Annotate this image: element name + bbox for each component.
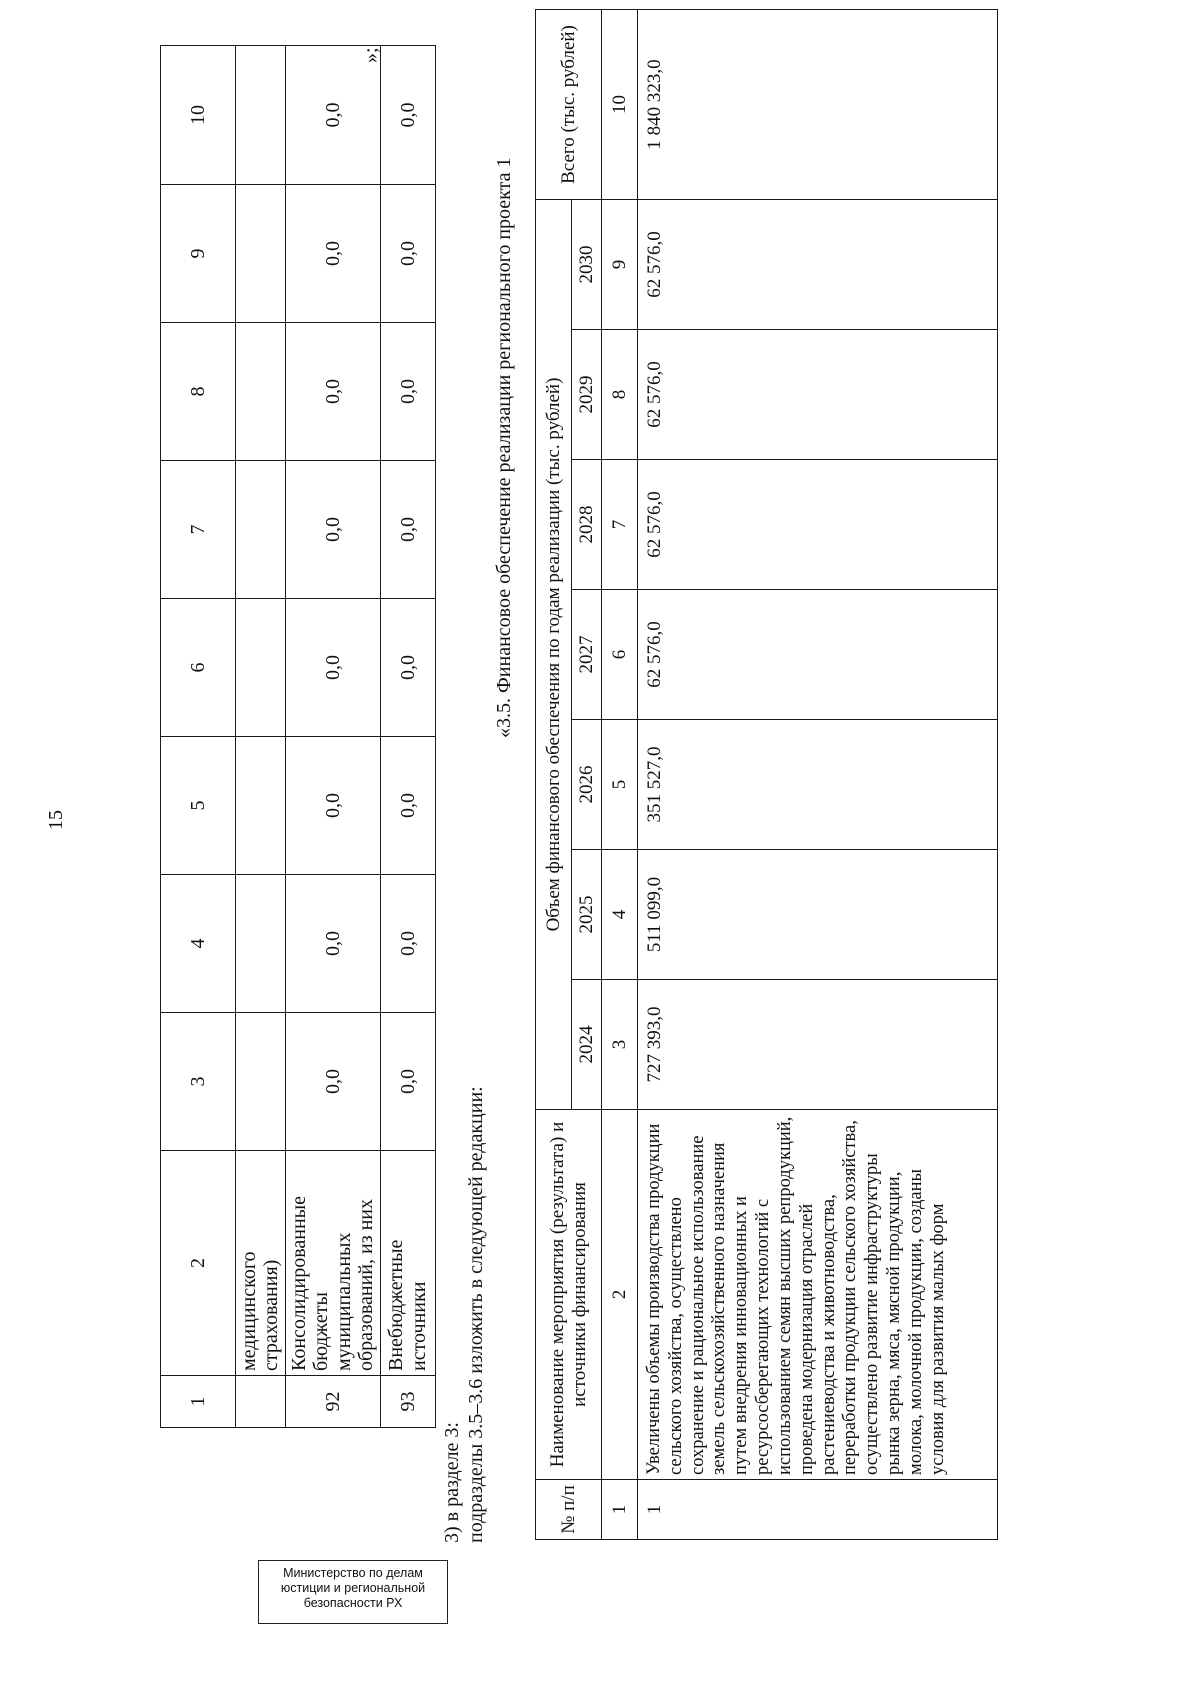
table1-col-number: 4 <box>161 875 236 1013</box>
value-cell: 351 527,0 <box>638 720 998 850</box>
table-row <box>285 46 380 1428</box>
row-name: медицинского страхования) <box>236 1151 286 1376</box>
table1-col-number: 1 <box>161 1376 236 1428</box>
table2-column-numbers-row <box>602 10 638 1540</box>
subsection-title: «3.5. Финансовое обеспечение реализации регионального проекта 1 <box>493 157 515 738</box>
year-header: 2029 <box>572 330 602 460</box>
table1-col-number: 2 <box>161 1151 236 1376</box>
amendment-line-1: 3) в разделе 3: <box>441 1422 463 1543</box>
year-header: 2028 <box>572 460 602 590</box>
year-header: 2030 <box>572 200 602 330</box>
year-header: 2027 <box>572 590 602 720</box>
table1-col-number: 5 <box>161 737 236 875</box>
row-name: Внебюджетные источники <box>380 1151 435 1376</box>
value-cell: 0,0 <box>380 875 435 1013</box>
value-cell: 0,0 <box>285 461 380 599</box>
value-cell: 0,0 <box>380 737 435 875</box>
amendment-text <box>440 343 488 1543</box>
value-cell: 0,0 <box>380 1013 435 1151</box>
value-cell: 0,0 <box>285 599 380 737</box>
table-row <box>236 46 286 1428</box>
total-cell: 1 840 323,0 <box>638 10 998 200</box>
column-number: 10 <box>602 10 638 200</box>
budget-sources-table <box>160 45 436 1428</box>
row-number: 92 <box>285 1376 380 1428</box>
year-header: 2024 <box>572 980 602 1110</box>
value-cell: 727 393,0 <box>638 980 998 1110</box>
table1-col-number: 8 <box>161 323 236 461</box>
value-cell: 62 576,0 <box>638 460 998 590</box>
value-cell: 0,0 <box>380 46 435 185</box>
activity-description: Увеличены объемы производства продукции сельского хозяйства, осуществлено сохранение и рациональное использование земель сельскохозяйственного назначения путем внедрения инновационных и ресурсосберегающих технологий с использованием семян высших репродукций, проведена модернизация отраслей растениеводства и животноводства, переработки продукции сельского хозяйства, осуществлено развитие инфраструктуры рынка зерна, мяса, мясной продукции, молока, молочной продукции, созданы условия для развития малых форм <box>638 1110 998 1480</box>
value-cell: 0,0 <box>285 185 380 323</box>
table1-col-number: 7 <box>161 461 236 599</box>
page-number: 15 <box>45 810 67 830</box>
column-number: 1 <box>602 1480 638 1540</box>
column-number: 4 <box>602 850 638 980</box>
column-number: 3 <box>602 980 638 1110</box>
value-cell: 0,0 <box>380 323 435 461</box>
value-cell: 0,0 <box>380 185 435 323</box>
closing-quote: »; <box>360 47 382 63</box>
value-cell: 0,0 <box>285 737 380 875</box>
value-cell: 0,0 <box>285 323 380 461</box>
table-row <box>638 10 998 1540</box>
row-name: Консолидированные бюджеты муниципальных образований, из них <box>285 1151 380 1376</box>
financing-table <box>535 9 998 1540</box>
year-header: 2026 <box>572 720 602 850</box>
table2-header-row <box>536 10 572 1540</box>
row-number: 93 <box>380 1376 435 1428</box>
value-cell: 62 576,0 <box>638 200 998 330</box>
col-number-header: № п/п <box>536 1480 602 1540</box>
column-number: 2 <box>602 1110 638 1480</box>
table1-header-row <box>161 46 236 1428</box>
column-number: 5 <box>602 720 638 850</box>
table1-col-number: 10 <box>161 46 236 185</box>
total-header: Всего (тыс. рублей) <box>536 10 602 200</box>
value-cell: 62 576,0 <box>638 590 998 720</box>
col-name-header: Наименование мероприятия (результата) и источники финансирования <box>536 1110 602 1480</box>
amendment-line-2: подразделы 3.5–3.6 изложить в следующей редакции: <box>465 1086 487 1543</box>
column-number: 7 <box>602 460 638 590</box>
year-header: 2025 <box>572 850 602 980</box>
table-row <box>380 46 435 1428</box>
value-cell: 0,0 <box>285 875 380 1013</box>
ministry-stamp: Министерство по делам юстиции и региональной безопасности РХ <box>258 1560 448 1624</box>
column-number: 9 <box>602 200 638 330</box>
value-cell: 0,0 <box>285 1013 380 1151</box>
value-cell: 0,0 <box>285 46 380 185</box>
row-number: 1 <box>638 1480 998 1540</box>
volume-header: Объем финансового обеспечения по годам реализации (тыс. рублей) <box>536 200 572 1110</box>
value-cell: 0,0 <box>380 599 435 737</box>
value-cell: 62 576,0 <box>638 330 998 460</box>
table1-col-number: 9 <box>161 185 236 323</box>
value-cell: 0,0 <box>380 461 435 599</box>
column-number: 6 <box>602 590 638 720</box>
table1-col-number: 6 <box>161 599 236 737</box>
column-number: 8 <box>602 330 638 460</box>
row-number <box>236 1376 286 1428</box>
value-cell: 511 099,0 <box>638 850 998 980</box>
table1-col-number: 3 <box>161 1013 236 1151</box>
